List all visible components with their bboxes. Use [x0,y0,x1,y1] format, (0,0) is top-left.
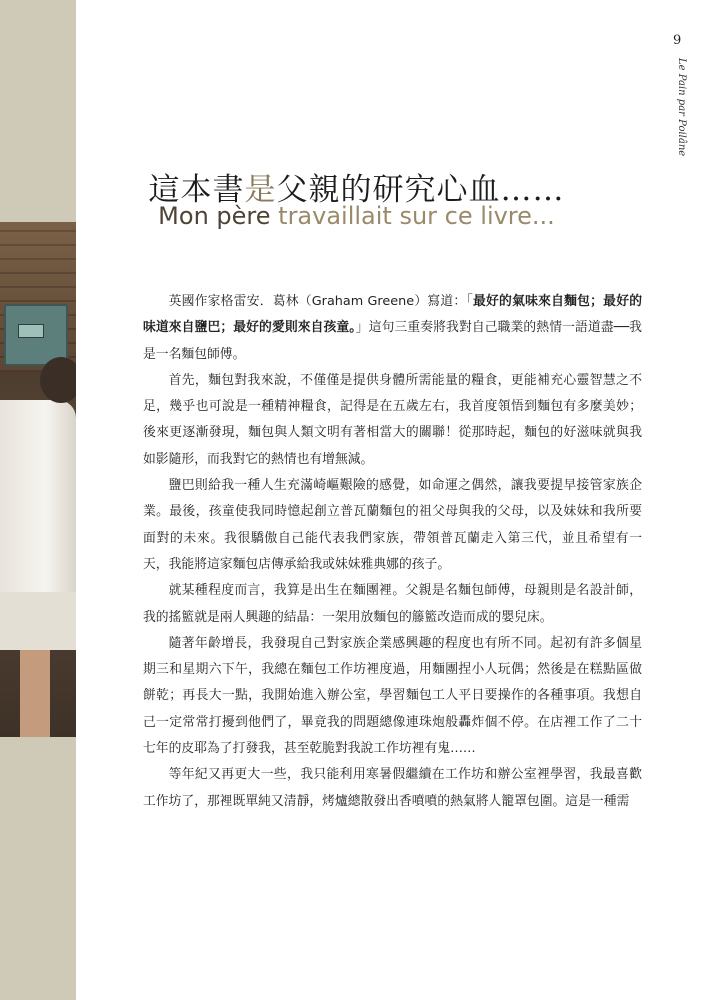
baker-photo [0,222,76,737]
body-text [143,289,642,815]
title-zh-part1: 這本書 [148,172,245,208]
p1-after: 」這句三重奏將我對自己職業的熱情一語道盡──我是一名麵包師傅。 [143,320,642,362]
paragraph-1 [143,289,642,368]
running-head: Le Pain par Poilâne [676,58,687,157]
paragraph-6: 等年紀又再更大一些，我只能利用寒暑假繼續在工作坊和辦公室裡學習，我最喜歡工作坊了，那裡既單純又清靜，烤爐總散發出香噴噴的熱氣將人籠罩包圍。這是一種需 [143,767,642,809]
baker-legs [20,650,50,737]
paragraph-5: 隨著年齡增長，我發現自己對家族企業感興趣的程度也有所不同。起初有許多個星期三和星期六下午，我總在麵包工作坊裡度過，用麵團捏小人玩偶；然後是在糕點區做餅乾；再長大一點，我開始進入辦公室，學習麵包工人平日要操作的各種事項。我想自己一定常常打擾到他們了，畢竟我的問題總像連珠炮般轟炸個不停。在店裡工作了二十七年的皮耶為了打發我，甚至乾脆對我說工作坊裡有鬼…… [143,635,642,757]
greene-quote: 最好的氣味來自麵包；最好的味道來自鹽巴；最好的愛則來自孩童。 [143,294,642,336]
baker-shirt [0,400,76,600]
gauge-dial [18,324,44,338]
paragraph-3: 鹽巴則給我一種人生充滿崎嶇艱險的感覺，如命運之偶然，讓我要提早接管家族企業。最後，孩童使我同時憶起創立普瓦蘭麵包的祖父母與我的父母，以及妹妹和我所要面對的未來。我很驕傲自己能代表我們家族，帶領普瓦蘭走入第三代，並且希望有一天，我能將這家麵包店傳承給我或妹妹雅典娜的孩子。 [143,478,642,572]
chapter-title-french [0,202,713,230]
paragraph-2: 首先，麵包對我來說，不僅僅是提供身體所需能量的糧食，更能補充心靈智慧之不足，幾乎也可說是一種精神糧食，記得是在五歲左右，我首度領悟到麵包有多麼美妙；後來更逐漸發現，麵包與人類文明有著相當大的關聯！從那時起，麵包的好滋味就與我如影隨形，而我對它的熱情也有增無減。 [143,372,642,467]
title-zh-highlight: 是 [244,172,277,208]
baker-shorts [0,592,76,650]
paragraph-4: 就某種程度而言，我算是出生在麵團裡。父親是名麵包師傅，母親則是名設計師，我的搖籃就是兩人興趣的結晶：一架用放麵包的籐籃改造而成的嬰兒床。 [143,583,642,625]
baker-head [40,357,76,403]
title-fr-light: travaillait sur ce livre... [278,202,555,230]
title-zh-part2: 父親的研究心血…… [276,172,565,208]
p1-before: 英國作家格雷安．葛林（Graham Greene）寫道：「 [168,294,474,309]
page-number: 9 [673,33,682,48]
title-fr-dark: Mon père [158,202,271,230]
